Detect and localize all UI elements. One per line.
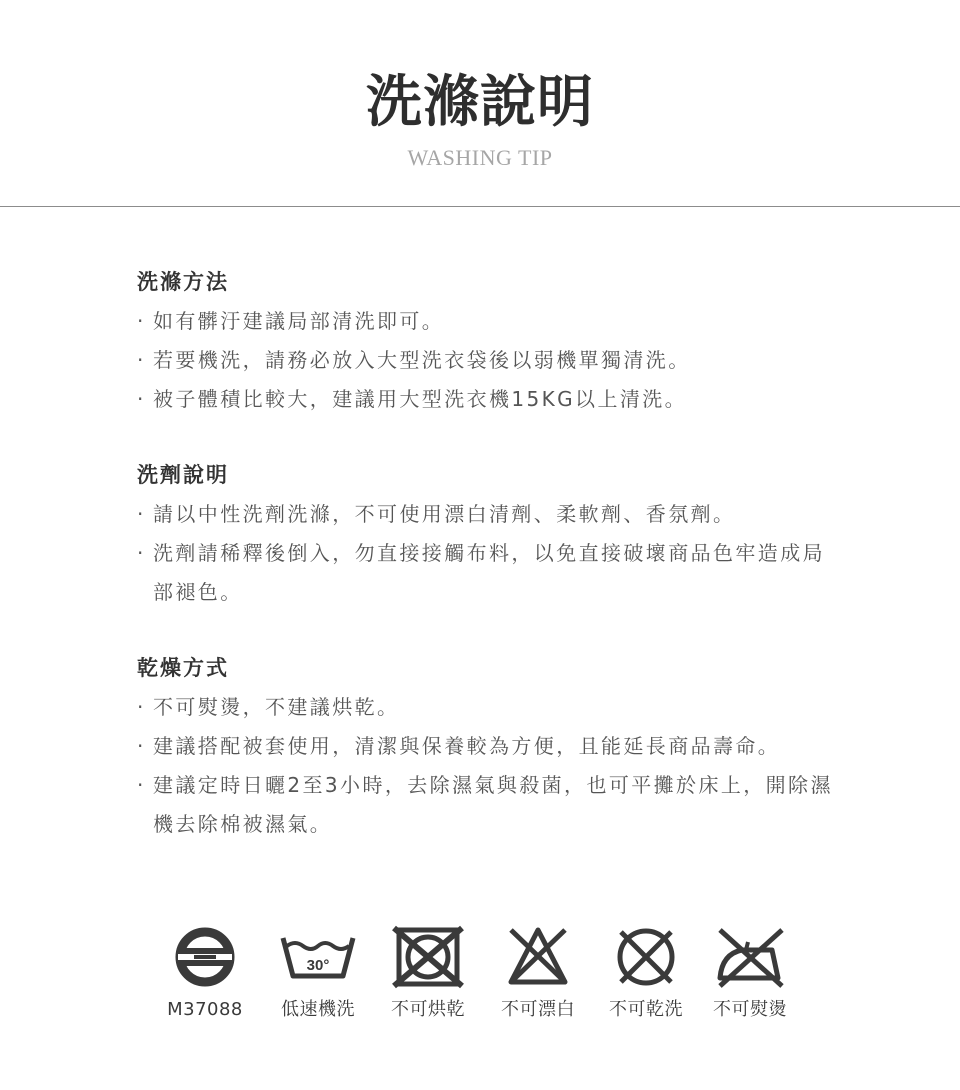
certification-mark-icon bbox=[172, 924, 238, 990]
care-symbol bbox=[263, 924, 373, 1022]
care-symbol bbox=[483, 924, 593, 1022]
section-heading: 洗滌方法 bbox=[137, 270, 229, 294]
care-symbol-label: 不可烘乾 bbox=[391, 999, 465, 1020]
list-item: · 建議定時日曬2至3小時，去除濕氣與殺菌，也可平攤於床上，開除濕機去除棉被濕氣。 bbox=[137, 766, 833, 844]
header-divider bbox=[0, 206, 960, 207]
wash-tub-icon bbox=[278, 924, 358, 990]
care-symbol-label: M37088 bbox=[167, 999, 243, 1020]
section-heading: 洗劑說明 bbox=[137, 463, 229, 487]
list-item: · 被子體積比較大，建議用大型洗衣機15KG以上清洗。 bbox=[137, 380, 917, 419]
care-symbol bbox=[591, 924, 701, 1022]
section-heading: 乾燥方式 bbox=[137, 656, 229, 680]
no-iron-icon bbox=[712, 924, 788, 990]
care-symbol-label: 不可乾洗 bbox=[609, 999, 683, 1020]
section-drying bbox=[137, 648, 917, 844]
care-symbol-label: 不可漂白 bbox=[501, 999, 575, 1020]
page-subtitle: WASHING TIP bbox=[407, 145, 553, 170]
care-symbol bbox=[373, 924, 483, 1022]
no-dry-clean-icon bbox=[611, 924, 681, 990]
list-item: · 若要機洗，請務必放入大型洗衣袋後以弱機單獨清洗。 bbox=[137, 341, 917, 380]
page-title: 洗滌說明 bbox=[366, 69, 594, 135]
no-bleach-icon bbox=[503, 924, 573, 990]
care-symbol-label: 低速機洗 bbox=[281, 999, 355, 1020]
wash-temperature: 30° bbox=[306, 957, 330, 974]
section-detergent bbox=[137, 455, 917, 612]
list-item: · 建議搭配被套使用，清潔與保養較為方便，且能延長商品壽命。 bbox=[137, 727, 917, 766]
care-symbol-label: 不可熨燙 bbox=[713, 999, 787, 1020]
care-symbol bbox=[150, 924, 260, 1022]
section-washing-method bbox=[137, 262, 917, 419]
list-item: · 不可熨燙，不建議烘乾。 bbox=[137, 688, 917, 727]
no-tumble-dry-icon bbox=[390, 924, 466, 990]
care-symbols-row bbox=[168, 924, 808, 1034]
list-item: · 如有髒汙建議局部清洗即可。 bbox=[137, 302, 917, 341]
page-header bbox=[0, 0, 960, 207]
list-item: · 請以中性洗劑洗滌，不可使用漂白清劑、柔軟劑、香氛劑。 bbox=[137, 495, 917, 534]
list-item: · 洗劑請稀釋後倒入，勿直接接觸布料，以免直接破壞商品色牢造成局部褪色。 bbox=[137, 534, 843, 612]
care-symbol bbox=[695, 924, 805, 1022]
care-instructions bbox=[137, 262, 917, 880]
